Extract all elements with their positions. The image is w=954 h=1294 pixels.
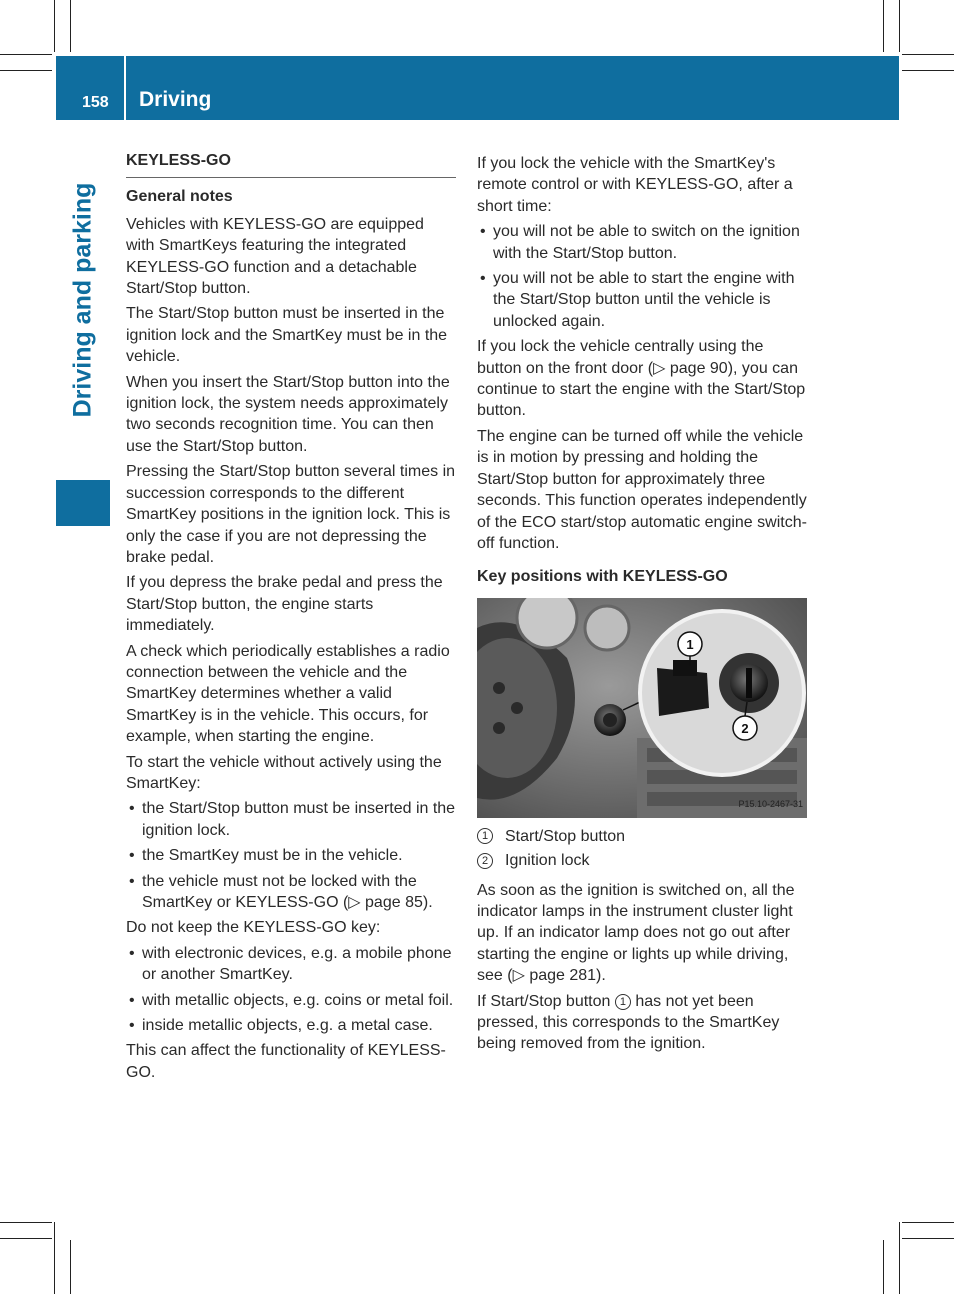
crop-mark [54, 0, 55, 52]
crop-mark [883, 0, 884, 52]
crop-mark [0, 1238, 52, 1239]
paragraph: This can affect the functionality of KEYLESS-GO. [126, 1042, 446, 1081]
paragraph: As soon as the ignition is switched on, all the indicator lamps in the instrument cluster light up. If an indicator lamp does not go out after starting the engine or lights up while driving, see (▷ page 281). [477, 881, 795, 985]
crop-mark [899, 0, 900, 52]
heading-general-notes: General notes [126, 188, 233, 206]
svg-text:2: 2 [741, 720, 749, 736]
paragraph: If you lock the vehicle with the SmartKey's remote control or with KEYLESS-GO, after a short time: [477, 155, 793, 215]
crop-mark [0, 70, 52, 71]
paragraph: Pressing the Start/Stop button several times in succession corresponds to the different SmartKey positions in the ignition lock. This is only the case if you are not depressing the brake pedal. [126, 463, 456, 566]
callout-number: 1 [477, 828, 493, 844]
crop-mark [70, 1240, 71, 1294]
side-tab-marker [56, 480, 110, 526]
crop-mark [0, 54, 52, 55]
list-item: • with electronic devices, e.g. a mobile phone or another SmartKey. [126, 943, 456, 986]
section-title: Driving [139, 88, 212, 111]
side-tab-label: Driving and parking [68, 182, 97, 418]
paragraph [477, 991, 807, 1055]
list-item: • the vehicle must not be locked with the SmartKey or KEYLESS-GO (▷ page 85). [126, 871, 456, 914]
crop-mark [902, 1238, 954, 1239]
crop-mark [883, 1240, 884, 1294]
figure-legend [477, 826, 807, 872]
legend-label: Ignition lock [505, 852, 590, 870]
bullet-list [126, 943, 456, 1037]
crop-mark [70, 0, 71, 52]
svg-text:1: 1 [686, 636, 694, 652]
paragraph: The engine can be turned off while the vehicle is in motion by pressing and holding the Start/Stop button for approximately three seconds. This function operates independently of the ECO start/stop automatic engine switch-off function. [477, 427, 807, 552]
left-column [126, 150, 456, 1087]
header-divider [124, 56, 126, 120]
callout-number: 1 [615, 994, 631, 1010]
paragraph: The Start/Stop button must be inserted in the ignition lock and the SmartKey must be in the vehicle. [126, 305, 448, 366]
right-column [477, 153, 807, 1059]
crop-mark [54, 1222, 55, 1294]
list-item: • the SmartKey must be in the vehicle. [126, 845, 456, 866]
paragraph: A check which periodically establishes a radio connection between the vehicle and the SmartKey determines whether a valid SmartKey is in the vehicle. This occurs, for example, when starting the engine. [126, 642, 450, 746]
crop-mark [902, 1222, 954, 1223]
paragraph: Vehicles with KEYLESS-GO are equipped with SmartKeys featuring the integrated KEYLESS-GO function and a detachable Start/Stop button. [126, 215, 424, 298]
crop-mark [899, 1222, 900, 1294]
paragraph: If you lock the vehicle centrally using the button on the front door (▷ page 90), you can continue to start the engine with the Start/Stop button. [477, 338, 806, 420]
bullet-list [477, 221, 807, 332]
callout-number: 2 [477, 853, 493, 869]
crop-mark [0, 1222, 52, 1223]
list-item: • inside metallic objects, e.g. a metal case. [126, 1015, 456, 1036]
list-item: • you will not be able to switch on the ignition with the Start/Stop button. [477, 221, 807, 264]
paragraph-text: has not yet been pressed, this corresponds to the SmartKey being removed from the ignition. [477, 992, 780, 1053]
ignition-photo [477, 598, 807, 818]
heading-key-positions: Key positions with KEYLESS-GO [477, 568, 728, 586]
paragraph: To start the vehicle without actively using the SmartKey: [126, 753, 442, 792]
legend-item [477, 850, 807, 871]
paragraph-text: If Start/Stop button [477, 992, 611, 1010]
paragraph: If you depress the brake pedal and press the Start/Stop button, the engine starts immediately. [126, 574, 443, 635]
crop-mark [902, 54, 954, 55]
bullet-list [126, 798, 456, 913]
figure-code: P15.10-2467-31 [738, 799, 803, 810]
crop-mark [902, 70, 954, 71]
heading-keyless-go: KEYLESS-GO [126, 150, 456, 178]
list-item: • you will not be able to start the engine with the Start/Stop button until the vehicle is unlocked again. [477, 268, 807, 332]
paragraph: Do not keep the KEYLESS-GO key: [126, 919, 381, 937]
legend-item [477, 826, 807, 847]
legend-label: Start/Stop button [505, 827, 626, 845]
list-item: • with metallic objects, e.g. coins or metal foil. [126, 990, 456, 1011]
paragraph: When you insert the Start/Stop button into the ignition lock, the system needs approximately two seconds recognition time. You can then use the Start/Stop button. [126, 373, 450, 455]
list-item: • the Start/Stop button must be inserted in the ignition lock. [126, 798, 456, 841]
page-number: 158 [82, 94, 109, 111]
